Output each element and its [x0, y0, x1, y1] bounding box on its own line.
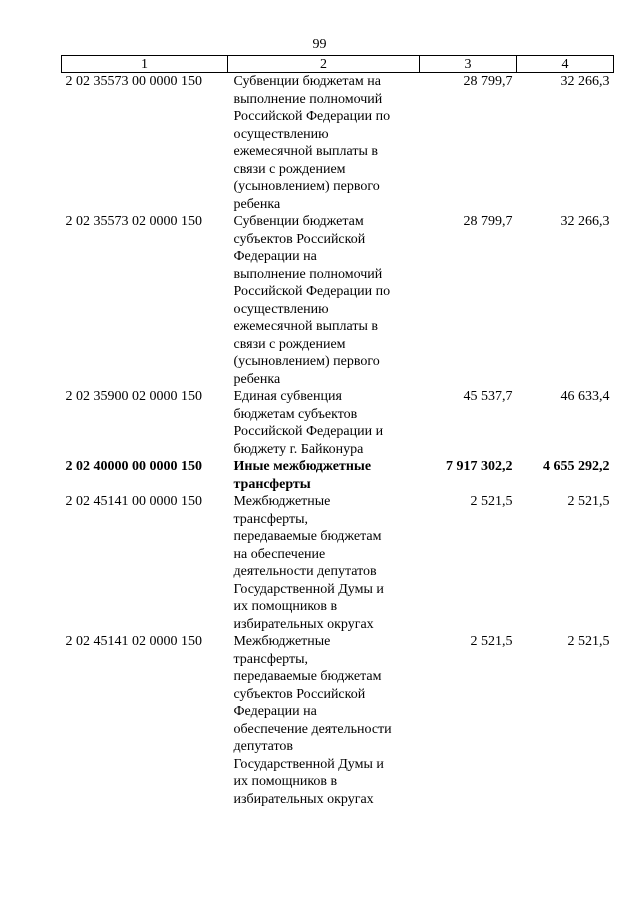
- cell-name: Межбюджетные трансферты, передаваемые бюджетам субъектов Российской Федерации на обеспечение деятельности депутатов Государственной Думы и их помощников в избирательных округах: [233, 634, 392, 807]
- table-header: [62, 56, 614, 73]
- cell-code: 2 02 35573 02 0000 150: [65, 214, 202, 229]
- cell-value-col4: 2 521,5: [567, 634, 610, 649]
- cell-value-col4: 46 633,4: [560, 389, 610, 404]
- header-col-3: 3: [420, 56, 517, 73]
- cell-value-col3: 2 521,5: [470, 494, 513, 509]
- cell-name: Иные межбюджетные трансферты: [233, 459, 372, 492]
- cell-name: Единая субвенция бюджетам субъектов Российской Федерации и бюджету г. Байконура: [233, 389, 384, 457]
- table-body: [62, 73, 614, 809]
- cell-name: Межбюджетные трансферты, передаваемые бюджетам на обеспечение деятельности депутатов Государственной Думы и их помощников в избирательных округах: [233, 494, 384, 632]
- header-col-4: 4: [517, 56, 614, 73]
- table-row: [62, 388, 614, 458]
- header-col-2: 2: [228, 56, 420, 73]
- cell-value-col3: 28 799,7: [463, 74, 513, 89]
- budget-table: [61, 55, 614, 808]
- cell-value-col3: 2 521,5: [470, 634, 513, 649]
- header-row: [62, 56, 614, 73]
- cell-code: 2 02 40000 00 0000 150: [65, 459, 202, 474]
- table-row: [62, 493, 614, 633]
- table-row: [62, 633, 614, 808]
- cell-value-col3: 28 799,7: [463, 214, 513, 229]
- cell-name: Субвенции бюджетам субъектов Российской Федерации на выполнение полномочий Российской Федерации по осуществлению ежемесячной выплаты в связи с рождением (усыновлением) первого ребенка: [233, 214, 391, 387]
- cell-value-col3: 7 917 302,2: [446, 459, 513, 474]
- cell-name: Субвенции бюджетам на выполнение полномочий Российской Федерации по осуществлению ежемесячной выплаты в связи с рождением (усыновлением) первого ребенка: [233, 74, 391, 212]
- cell-code: 2 02 45141 02 0000 150: [65, 634, 202, 649]
- cell-code: 2 02 35900 02 0000 150: [65, 389, 202, 404]
- cell-value-col4: 2 521,5: [567, 494, 610, 509]
- cell-value-col4: 32 266,3: [560, 74, 610, 89]
- table-row: [62, 458, 614, 493]
- cell-code: 2 02 45141 00 0000 150: [65, 494, 202, 509]
- cell-value-col4: 32 266,3: [560, 214, 610, 229]
- table-row: [62, 73, 614, 214]
- table-row: [62, 213, 614, 388]
- cell-value-col3: 45 537,7: [463, 389, 513, 404]
- header-col-1: 1: [62, 56, 228, 73]
- cell-code: 2 02 35573 00 0000 150: [65, 74, 202, 89]
- page-number: 99: [312, 37, 327, 52]
- cell-value-col4: 4 655 292,2: [543, 459, 610, 474]
